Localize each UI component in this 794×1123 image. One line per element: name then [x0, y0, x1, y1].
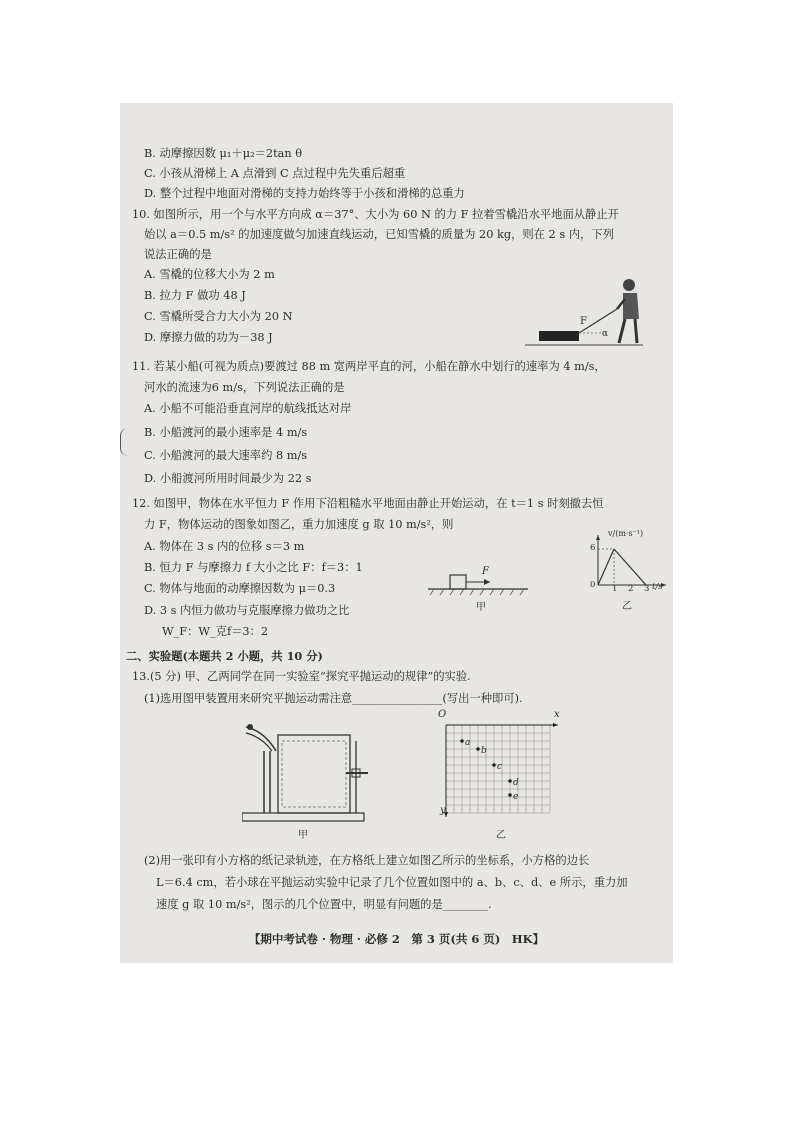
q9-option-b: B. 动摩擦因数 μ₁＋μ₂＝2tan θ: [144, 147, 303, 160]
vt-origin: 0: [590, 580, 596, 590]
grid-caption: 乙: [496, 830, 506, 841]
apparatus-caption: 甲: [298, 830, 308, 841]
grid-label-e: e: [513, 792, 519, 802]
q11-stem-line1: 11. 若某小船(可视为质点)要渡过 88 m 宽两岸平直的河，小船在静水中划行的速率为 4 m/s，: [132, 360, 606, 373]
vt-ylabel: v/(m·s⁻¹): [608, 529, 644, 538]
vt-line-accelerate: [598, 549, 614, 585]
q11-option-c: C. 小船渡河的最大速率约 8 m/s: [144, 449, 308, 462]
grid-x-label: x: [554, 709, 560, 720]
vt-x-tick-3: 3: [644, 584, 650, 594]
q12-option-b: B. 恒力 F 与摩擦力 f 大小之比 F：f＝3：1: [144, 561, 363, 574]
vt-x-tick-2: 2: [628, 584, 634, 594]
q12-option-d: D. 3 s 内恒力做功与克服摩擦力做功之比: [144, 604, 350, 617]
sled-figure: [525, 271, 645, 351]
page-footer: 【期中考试卷 · 物理 · 必修 2 第 3 页(共 6 页) HK】: [248, 932, 545, 946]
q11-option-d: D. 小船渡河所用时间最少为 22 s: [144, 472, 312, 485]
q10-option-b: B. 拉力 F 做功 48 J: [144, 289, 246, 302]
q10-option-d: D. 摩擦力做的功为－38 J: [144, 331, 273, 344]
q9-option-d: D. 整个过程中地面对滑梯的支持力始终等于小孩和滑梯的总重力: [144, 187, 465, 200]
apparatus-figure: [242, 721, 392, 823]
q11-option-b: B. 小船渡河的最小速率是 4 m/s: [144, 426, 308, 439]
grid-point-a: [460, 739, 464, 743]
q10-stem-line3: 说法正确的是: [144, 248, 212, 261]
q12-stem-line2: 力 F，物体运动的图象如图乙，重力加速度 g 取 10 m/s²，则: [144, 518, 454, 531]
section2-title: 二、实验题(本题共 2 小题，共 10 分): [126, 649, 323, 663]
grid-point-b: [476, 747, 480, 751]
block-figure-caption: 甲: [476, 602, 486, 613]
grid-y-label: y: [440, 805, 446, 816]
q13-part1: (1)选用图甲装置用来研究平抛运动需注意________________(写出一种即可).: [144, 692, 523, 705]
grid-point-e: [508, 793, 512, 797]
q12-option-a: A. 物体在 3 s 内的位移 s＝3 m: [144, 540, 305, 553]
q12-stem-line1: 12. 如图甲，物体在水平恒力 F 作用下沿粗糙水平地面由静止开始运动，在 t＝1 s 时刻撤去恒: [132, 497, 604, 510]
vt-xlabel: t/s: [652, 582, 663, 592]
q13-part2-line2: L＝6.4 cm，若小球在平抛运动实验中记录了几个位置如图中的 a、b、c、d、e 所示，重力加: [156, 876, 628, 889]
q10-stem-line1: 10. 如图所示，用一个与水平方向成 α＝37°、大小为 60 N 的力 F 拉着雪橇沿水平地面从静止开: [132, 208, 619, 221]
grid-label-c: c: [497, 762, 503, 772]
block-force-label: F: [482, 566, 489, 577]
grid-label-d: d: [513, 778, 519, 788]
grid-point-d: [508, 779, 512, 783]
q11-stem-line2: 河水的流速为6 m/s，下列说法正确的是: [144, 381, 345, 394]
grid-origin-label: O: [438, 709, 447, 720]
grid-point-c: [492, 763, 496, 767]
vt-line-decelerate: [614, 549, 646, 585]
q10-option-a: A. 雪橇的位移大小为 2 m: [144, 268, 275, 281]
exam-page: [120, 103, 673, 963]
q10-stem-line2: 始以 a＝0.5 m/s² 的加速度做匀加速直线运动，已知雪橇的质量为 20 kg，则在 2 s 内，下列: [144, 228, 614, 241]
sled-force-label: F: [580, 316, 587, 327]
pen-mark: [120, 428, 131, 456]
q13-part2-line1: (2)用一张印有小方格的纸记录轨迹，在方格纸上建立如图乙所示的坐标系，小方格的边长: [144, 854, 590, 867]
q13-part2-line3: 速度 g 取 10 m/s²，图示的几个位置中，明显有问题的是________.: [156, 898, 492, 911]
vt-figure-caption: 乙: [622, 601, 632, 612]
grid-label-a: a: [465, 738, 471, 748]
q10-option-c: C. 雪橇所受合力大小为 20 N: [144, 310, 293, 323]
q9-option-c: C. 小孩从滑梯上 A 点滑到 C 点过程中先失重后超重: [144, 167, 406, 180]
sled-angle-label: α: [602, 329, 609, 339]
block-figure: [428, 567, 530, 597]
q12-option-c: C. 物体与地面的动摩擦因数为 μ＝0.3: [144, 582, 336, 595]
q13-stem: 13.(5 分) 甲、乙两同学在同一实验室“探究平抛运动的规律”的实验.: [132, 670, 471, 683]
q12-option-d-ratio: W_F：W_克f＝3：2: [162, 625, 269, 638]
grid-label-b: b: [481, 746, 487, 756]
vt-x-tick-1: 1: [612, 584, 618, 594]
q11-option-a: A. 小船不可能沿垂直河岸的航线抵达对岸: [144, 402, 352, 415]
vt-y-tick-6: 6: [590, 543, 596, 553]
